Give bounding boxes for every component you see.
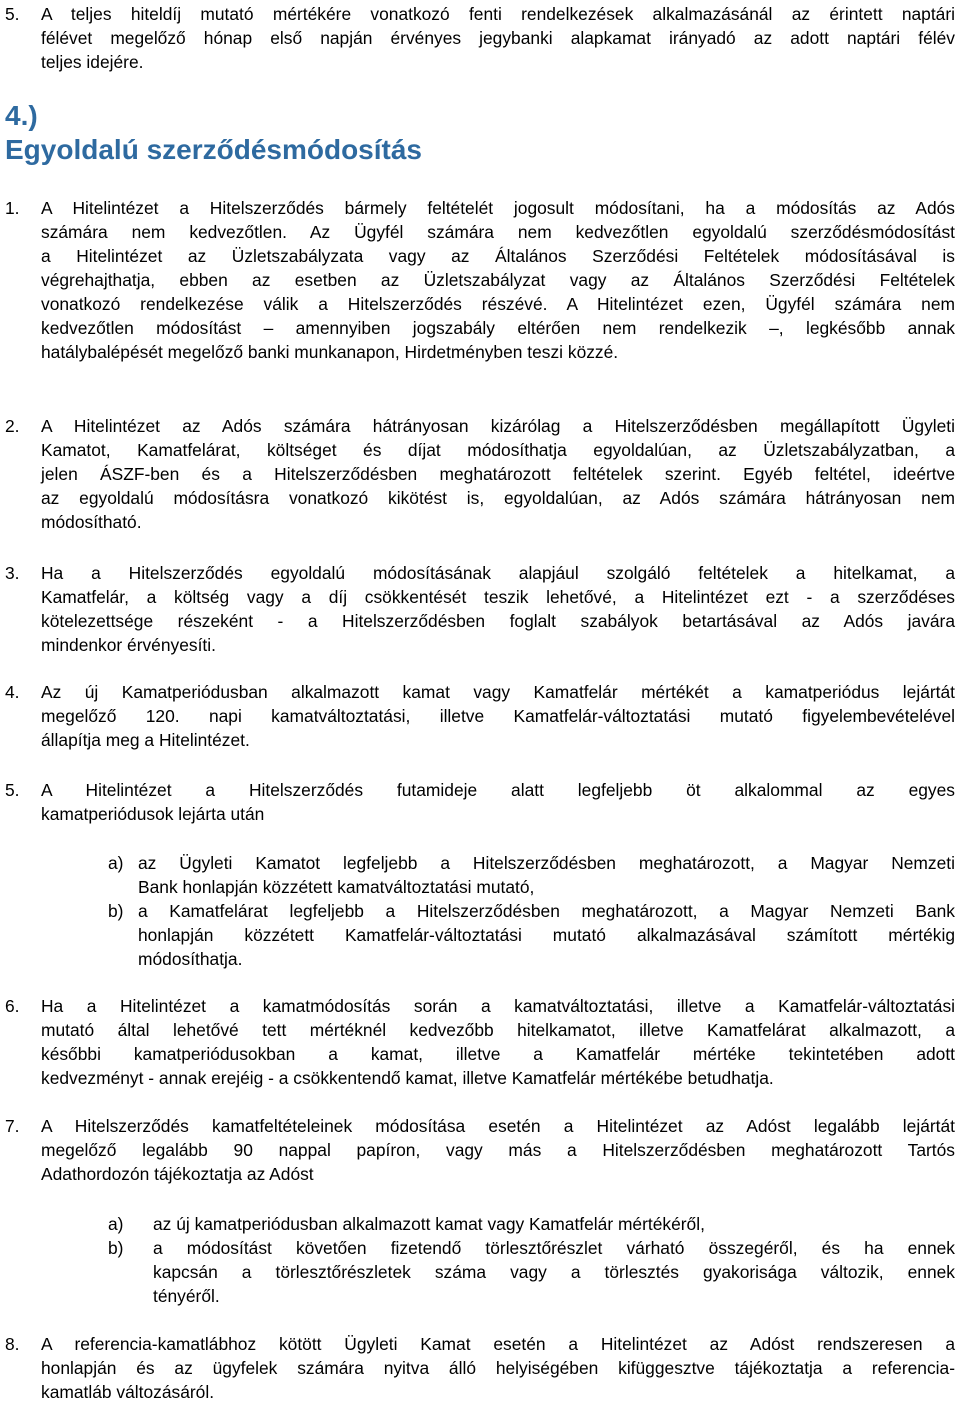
- text-line: A Hitelszerződés kamatfeltételeinek módosítása esetén a Hitelintézet az Adóst legalább lejártát: [41, 1116, 955, 1136]
- text-line: honlapján és az ügyfelek számára nyitva álló helyiségében kifüggesztve tájékoztatja a referencia-: [41, 1358, 955, 1378]
- sub-item-body: [138, 899, 955, 971]
- text-line: A Hitelintézet az Adós számára hátrányosan kizárólag a Hitelszerződésben megállapított Ügyleti: [41, 416, 955, 436]
- text-line: honlapján közzétett Kamatfelár-változtatási mutató alkalmazásával számított mértékig: [138, 925, 955, 945]
- sub-item-body: [153, 1212, 955, 1236]
- item-body: [41, 561, 955, 657]
- text-line: Az új Kamatperiódusban alkalmazott kamat vagy Kamatfelár mértékét a kamatperiódus lejártát: [41, 682, 955, 702]
- text-line: a Hitelintézet az Üzletszabályzata vagy az Általános Szerződési Feltételek módosításával is: [41, 246, 955, 266]
- item-number: 1.: [5, 198, 20, 218]
- text-line: Ha a Hitelszerződés egyoldalú módosításának alapjául szolgáló feltételek a hitelkamat, a: [41, 563, 955, 583]
- text-line: mutató által lehetővé tett mértéknél kedvezőbb hitelkamatot, illetve Kamatfelárat alkalmazott, a: [41, 1020, 955, 1040]
- text-line: A Hitelintézet a Hitelszerződés futamideje alatt legfeljebb öt alkalommal az egyes: [41, 780, 955, 800]
- item-body: [41, 1114, 955, 1186]
- text-line: félévet megelőző hónap első napján érvényes jegybanki alapkamat irányadó az adott naptári félév: [41, 28, 955, 48]
- section-number: 4.): [5, 100, 38, 131]
- text-line: Adathordozón tájékoztatja az Adóst: [41, 1164, 314, 1184]
- text-line: A referencia-kamatlábhoz kötött Ügyleti Kamat esetén a Hitelintézet az Adóst rendszeresen a: [41, 1334, 955, 1354]
- text-line: későbbi kamatperiódusokban a kamat, illetve a Kamatfelár mértéke tekintetében adott: [41, 1044, 955, 1064]
- text-line: végrehajthatja, ebben az esetben az Üzletszabályzat vagy az Általános Szerződési Feltételek: [41, 270, 955, 290]
- item-number: 3.: [5, 563, 20, 583]
- paragraph-number: 5.: [5, 4, 20, 24]
- text-line: Kamatot, Kamatfelárat, költséget és díjat módosíthatja egyoldalúan, az Üzletszabályzatban, a: [41, 440, 955, 460]
- text-line: módosítható.: [41, 512, 142, 532]
- text-line: Ha a Hitelintézet a kamatmódosítás során a kamatváltoztatási, illetve a Kamatfelár-változtatási: [41, 996, 955, 1016]
- text-line: jelen ÁSZF-ben és a Hitelszerződésben meghatározott feltételek szerint. Egyéb feltétel, ideértve: [41, 464, 955, 484]
- text-line: mindenkor érvényesíti.: [41, 635, 216, 655]
- text-line: módosíthatja.: [138, 949, 243, 969]
- text-line: kedvezményt - annak erejéig - a csökkentendő kamat, illetve Kamatfelár mértékébe betudhatja.: [41, 1068, 774, 1088]
- text-line: A teljes hiteldíj mutató mértékére vonatkozó fenti rendelkezések alkalmazásánál az érintett naptári: [41, 4, 955, 24]
- item-body: [41, 196, 955, 364]
- text-line: az Ügyleti Kamatot legfeljebb a Hitelszerződésben meghatározott, a Magyar Nemzeti: [138, 853, 955, 873]
- item-body: [41, 680, 955, 752]
- item-number: 4.: [5, 682, 20, 702]
- text-line: számára nem kedvezőtlen. Az Ügyfél számára nem kedvezőtlen egyoldalú szerződésmódosítást: [41, 222, 955, 242]
- item-number: 8.: [5, 1334, 20, 1354]
- item-number: 2.: [5, 416, 20, 436]
- text-line: hatálybalépését megelőző banki munkanapon, Hirdetményben teszi közzé.: [41, 342, 619, 362]
- text-line: kapcsán a törlesztőrészletek száma vagy a törlesztés gyakorisága változik, ennek: [153, 1262, 955, 1282]
- text-line: kamatperiódusok lejárta után: [41, 804, 265, 824]
- text-line: kedvezőtlen módosítást – amennyiben jogszabály eltérően nem rendelkezik –, legkésőbb annak: [41, 318, 955, 338]
- text-line: A Hitelintézet a Hitelszerződés bármely feltételét jogosult módosítani, ha a módosítás az Adós: [41, 198, 955, 218]
- sub-item-label: a): [108, 1214, 124, 1234]
- text-line: tényéről.: [153, 1286, 220, 1306]
- sub-item-label: a): [108, 853, 124, 873]
- text-line: kamatláb változásáról.: [41, 1382, 215, 1402]
- text-line: kötelezettsége részeként - a Hitelszerződésben foglalt szabályok betartásával az Adós javára: [41, 611, 955, 631]
- item-body: [41, 1332, 955, 1404]
- text-line: a módosítást követően fizetendő törlesztőrészlet várható összegéről, és ha ennek: [153, 1238, 955, 1258]
- sub-item-body: [153, 1236, 955, 1308]
- text-line: Bank honlapján közzétett kamatváltoztatási mutató,: [138, 877, 535, 897]
- text-line: állapítja meg a Hitelintézet.: [41, 730, 250, 750]
- item-number: 6.: [5, 996, 20, 1016]
- text-line: a Kamatfelárat legfeljebb a Hitelszerződésben meghatározott, a Magyar Nemzeti Bank: [138, 901, 955, 921]
- text-line: az egyoldalú módosításra vonatkozó kikötést is, egyoldalúan, az Adós számára hátrányosan nem: [41, 488, 955, 508]
- paragraph-body: [41, 2, 955, 74]
- text-line: megelőző 120. napi kamatváltoztatási, illetve Kamatfelár-változtatási mutató figyelembevételével: [41, 706, 955, 726]
- text-line: teljes idejére.: [41, 52, 144, 72]
- text-line: Kamatfelár, a költség vagy a díj csökkentését teszik lehetővé, a Hitelintézet ezt - a szerződéses: [41, 587, 955, 607]
- sub-item-body: [138, 851, 955, 899]
- item-body: [41, 778, 955, 826]
- item-number: 5.: [5, 780, 20, 800]
- sub-item-label: b): [108, 901, 124, 921]
- text-line: az új kamatperiódusban alkalmazott kamat vagy Kamatfelár mértékéről,: [153, 1214, 705, 1234]
- text-line: vonatkozó rendelkezése válik a Hitelszerződés részévé. A Hitelintézet ezen, Ügyfél számára nem: [41, 294, 955, 314]
- sub-item-label: b): [108, 1238, 124, 1258]
- text-line: megelőző legalább 90 nappal papíron, vagy más a Hitelszerződésben meghatározott Tartós: [41, 1140, 955, 1160]
- item-body: [41, 414, 955, 534]
- section-title: Egyoldalú szerződésmódosítás: [5, 134, 422, 165]
- item-body: [41, 994, 955, 1090]
- item-number: 7.: [5, 1116, 20, 1136]
